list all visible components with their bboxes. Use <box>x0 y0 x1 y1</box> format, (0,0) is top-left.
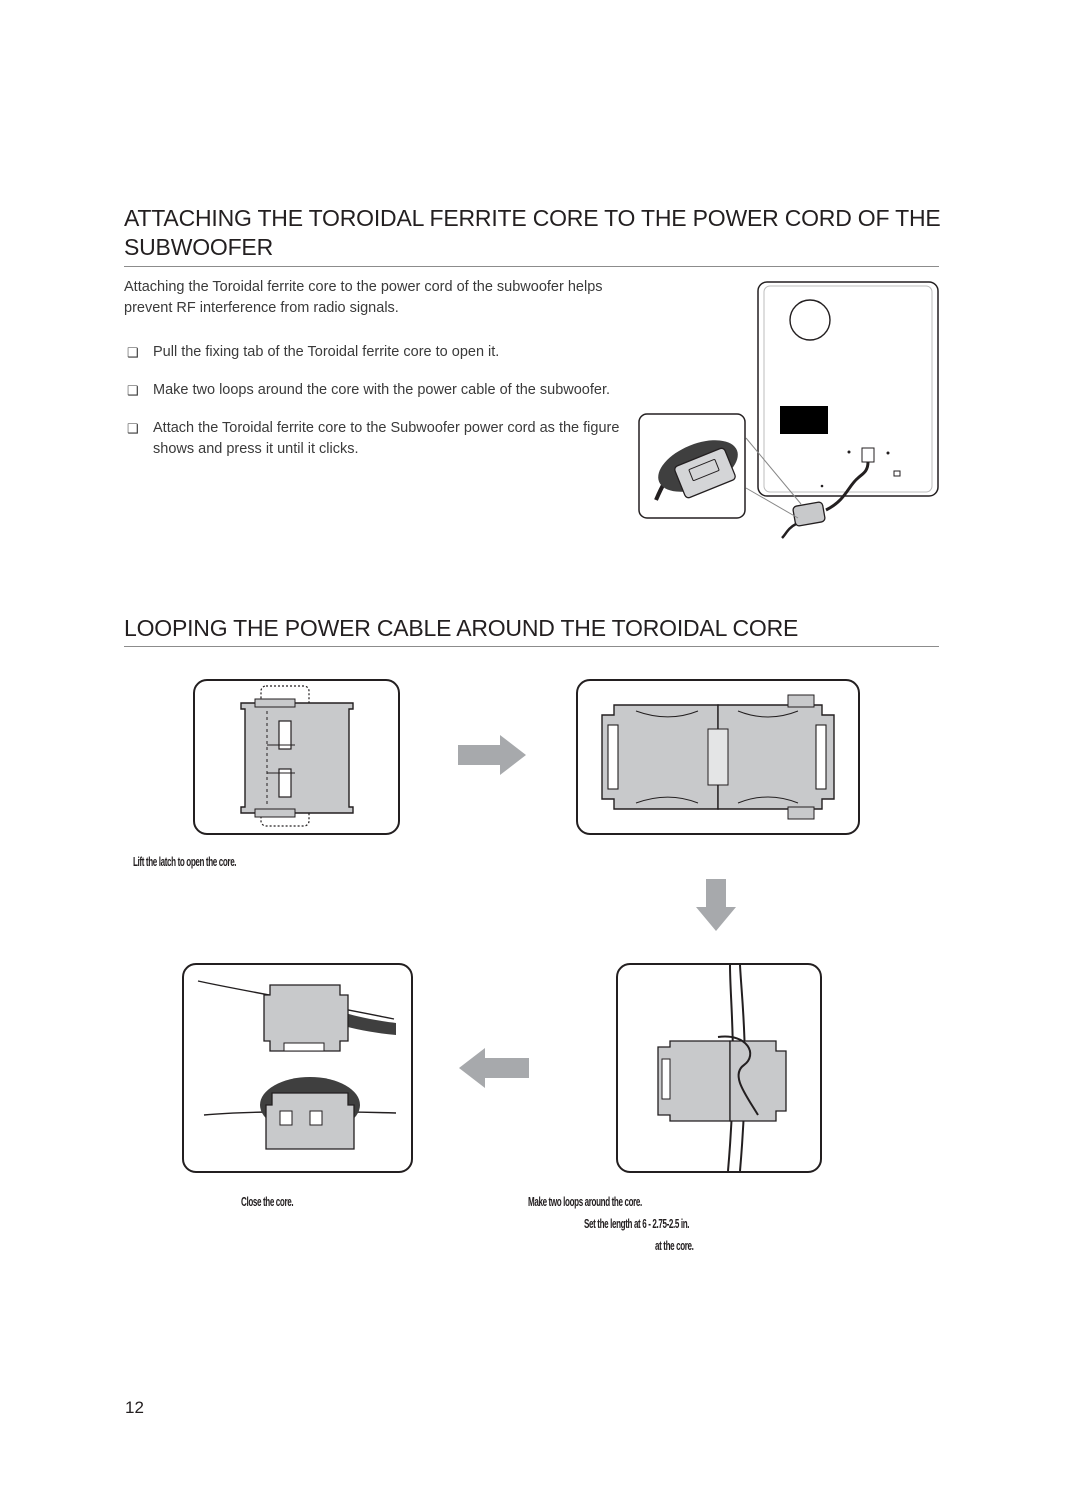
figure-closed-with-cable <box>182 963 413 1173</box>
caption-loops: Make two loops around the core. <box>528 1194 642 1209</box>
figure-closed-core <box>193 679 400 835</box>
step-marker: ❑ <box>127 383 139 398</box>
arrow-left-icon <box>459 1048 529 1093</box>
caption-length: Set the length at 6 - 2.75-2.5 in. <box>584 1216 690 1231</box>
caption-at-core: at the core. <box>655 1238 694 1253</box>
step-item <box>124 342 629 363</box>
step-item <box>124 418 629 460</box>
step-text: Make two loops around the core with the power cable of the subwoofer. <box>153 382 611 398</box>
step-text: Attach the Toroidal ferrite core to the Subwoofer power cord as the figure shows and press it until it clicks. <box>153 420 620 457</box>
step-text: Pull the fixing tab of the Toroidal ferrite core to open it. <box>153 344 500 360</box>
arrow-right-icon <box>458 735 526 780</box>
loops-drawing <box>618 965 820 1171</box>
intro-paragraph: Attaching the Toroidal ferrite core to the power cord of the subwoofer helps prevent RF interference from radio signals. <box>124 279 603 316</box>
caption-close-core: Close the core. <box>241 1194 294 1209</box>
page-number: 12 <box>125 1398 144 1417</box>
section-title-attaching: ATTACHING THE TOROIDAL FERRITE CORE TO THE POWER CORD OF THE SUBWOOFER <box>124 205 941 260</box>
caption-open-core: Lift the latch to open the core. <box>133 854 237 869</box>
closed-cable-drawing <box>184 965 411 1171</box>
core-open-drawing <box>578 681 858 833</box>
arrow-down-icon <box>696 879 736 936</box>
step-list <box>124 342 629 477</box>
figure-loops <box>616 963 822 1173</box>
step-item <box>124 380 629 401</box>
core-closed-drawing <box>195 681 398 833</box>
section-title-looping: LOOPING THE POWER CABLE AROUND THE TOROIDAL CORE <box>124 615 799 641</box>
step-marker: ❑ <box>127 421 139 436</box>
title-divider <box>124 266 939 267</box>
step-marker: ❑ <box>127 345 139 360</box>
title-divider <box>124 646 939 647</box>
figure-open-core <box>576 679 860 835</box>
subwoofer-illustration <box>636 278 941 540</box>
